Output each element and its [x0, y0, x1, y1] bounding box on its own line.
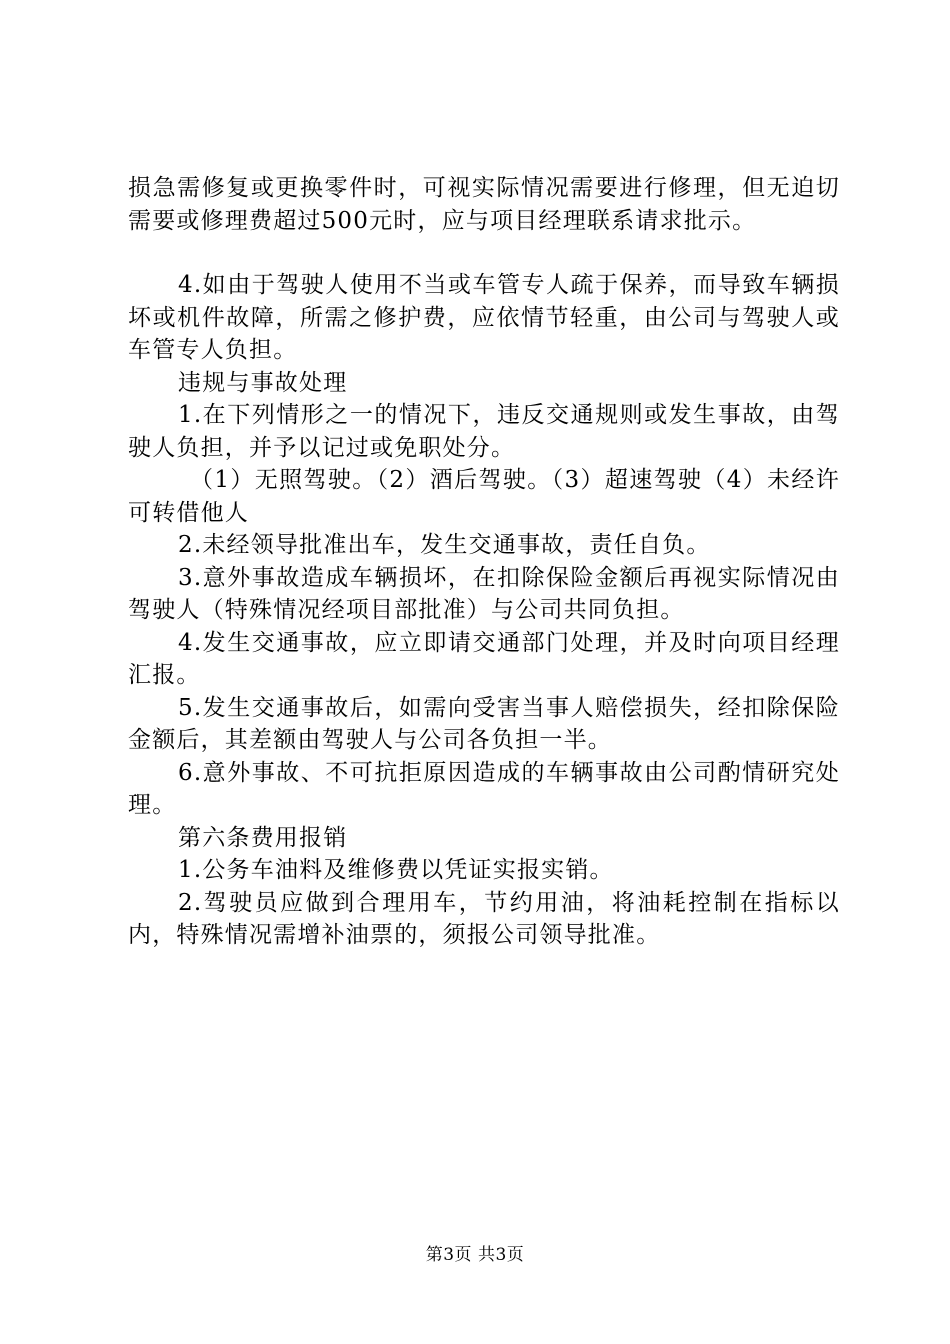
paragraph-continuation: 损急需修复或更换零件时，可视实际情况需要进行修理，但无迫切需要或修理费超过500元时，应与项目经理联系请求批示。 [128, 175, 840, 234]
paragraph-expense-2: 2.驾驶员应做到合理用车，节约用油，将油耗控制在指标以内，特殊情况需增补油票的，须报公司领导批准。 [128, 889, 840, 948]
paragraph-violation-6: 6.意外事故、不可抗拒原因造成的车辆事故由公司酌情研究处理。 [128, 759, 840, 818]
paragraph-item-4-maintenance: 4.如由于驾驶人使用不当或车管专人疏于保养，而导致车辆损坏或机件故障，所需之修护费，应依情节轻重，由公司与驾驶人或车管专人负担。 [128, 272, 840, 363]
paragraph-expense-1: 1.公务车油料及维修费以凭证实报实销。 [178, 857, 614, 883]
page-number-footer: 第3页 共3页 [425, 1245, 525, 1265]
paragraph-violation-1: 1.在下列情形之一的情况下，违反交通规则或发生事故，由驾驶人负担，并予以记过或免职处分。 [128, 402, 840, 461]
paragraph-violation-3: 3.意外事故造成车辆损坏，在扣除保险金额后再视实际情况由驾驶人（特殊情况经项目部批准）与公司共同负担。 [128, 564, 840, 623]
section-heading-violations: 违规与事故处理 [178, 369, 348, 396]
document-body [128, 172, 840, 952]
paragraph-violation-cases: （1）无照驾驶。（2）酒后驾驶。（3）超速驾驶（4）未经许可转借他人 [128, 467, 840, 526]
paragraph-violation-2: 2.未经领导批准出车，发生交通事故，责任自负。 [178, 532, 711, 558]
paragraph-violation-5: 5.发生交通事故后，如需向受害当事人赔偿损失，经扣除保险金额后，其差额由驾驶人与公司各负担一半。 [128, 694, 840, 753]
paragraph-violation-4: 4.发生交通事故，应立即请交通部门处理，并及时向项目经理汇报。 [128, 629, 840, 688]
section-heading-article-6: 第六条费用报销 [178, 824, 348, 851]
